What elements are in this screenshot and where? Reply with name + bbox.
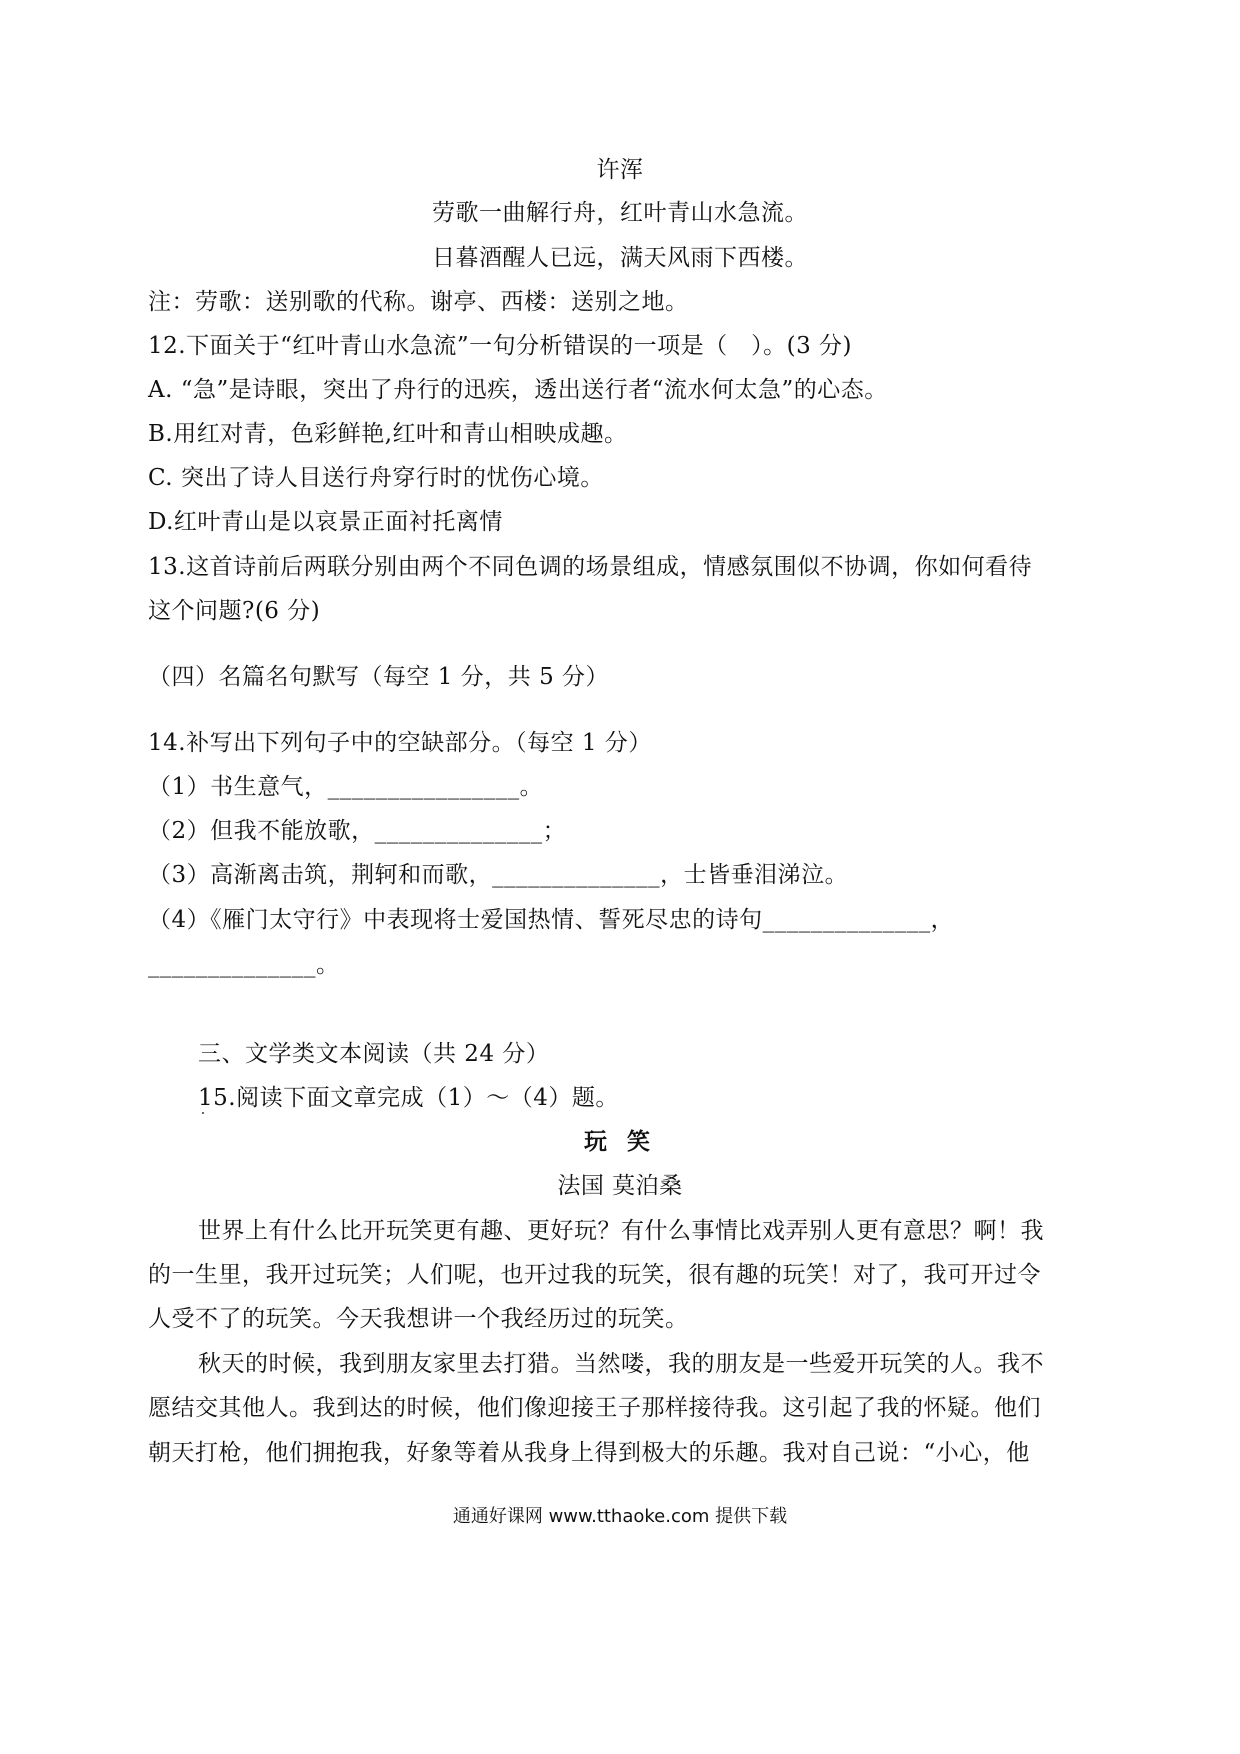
q14-stem: 14.补写出下列句子中的空缺部分。（每空 1 分） — [148, 730, 652, 756]
q13-line-2: 这个问题?(6 分) — [148, 598, 321, 624]
q14-item-3: （3）高渐离击筑，荆轲和而歌，______________，士皆垂泪涕泣。 — [148, 862, 849, 888]
q12-option-a: A. “急”是诗眼，突出了舟行的迅疾，透出送行者“流水何太急”的心态。 — [148, 377, 888, 403]
q13-line-1: 13.这首诗前后两联分别由两个不同色调的场景组成，情感氛围似不协调，你如何看待 — [148, 554, 1033, 580]
story-title: 玩 笑 — [583, 1128, 656, 1155]
q12-stem: 12.下面关于“红叶青山水急流”一句分析错误的一项是（ ）。(3 分) — [148, 333, 852, 359]
poem-note: 注：劳歌：送别歌的代称。谢亭、西楼：送别之地。 — [148, 289, 689, 315]
story-p2-line-1: 秋天的时候，我到朋友家里去打猎。当然喽，我的朋友是一些爱开玩笑的人。我不 — [198, 1351, 1044, 1377]
section-4-title: （四）名篇名句默写（每空 1 分，共 5 分） — [148, 664, 610, 690]
story-author: 法国 莫泊桑 — [557, 1173, 683, 1199]
story-p1-line-1: 世界上有什么比开玩笑更有趣、更好玩？有什么事情比戏弄别人更有意思？啊！我 — [198, 1218, 1044, 1244]
poem-line-1: 劳歌一曲解行舟，红叶青山水急流。 — [432, 200, 808, 226]
poem-author: 许浑 — [596, 157, 644, 183]
story-p2-line-3: 朝天打枪，他们拥抱我，好象等着从我身上得到极大的乐趣。我对自己说：“小心，他 — [148, 1440, 1030, 1466]
q14-item-4-line-1: （4）《雁门太守行》中表现将士爱国热情、誓死尽忠的诗句______________， — [148, 907, 955, 933]
q14-item-4-line-2: ______________。 — [148, 952, 340, 978]
q14-item-2: （2）但我不能放歌，______________； — [148, 818, 567, 844]
q12-option-c: C. 突出了诗人目送行舟穿行时的忧伤心境。 — [148, 465, 604, 491]
story-p2-line-2: 愿结交其他人。我到达的时候，他们像迎接王子那样接待我。这引起了我的怀疑。他们 — [148, 1395, 1041, 1421]
footer-source: 通通好课网 www.tthaoke.com 提供下载 — [452, 1506, 788, 1527]
q15-stem: 15.阅读下面文章完成（1）～（4）题。 — [198, 1085, 619, 1111]
q14-item-1: （1）书生意气，________________。 — [148, 774, 544, 800]
story-p1-line-3: 人受不了的玩笑。今天我想讲一个我经历过的玩笑。 — [148, 1306, 689, 1332]
q12-option-d: D.红叶青山是以哀景正面衬托离情 — [148, 509, 503, 535]
q12-option-b: B.用红对青，色彩鲜艳,红叶和青山相映成趣。 — [148, 421, 628, 447]
section-3-title: 三、文学类文本阅读（共 24 分） — [198, 1041, 550, 1067]
poem-line-2: 日暮酒醒人已远，满天风雨下西楼。 — [432, 245, 808, 271]
story-p1-line-2: 的一生里，我开过玩笑；人们呢，也开过我的玩笑，很有趣的玩笑！对了，我可开过令 — [148, 1262, 1041, 1288]
